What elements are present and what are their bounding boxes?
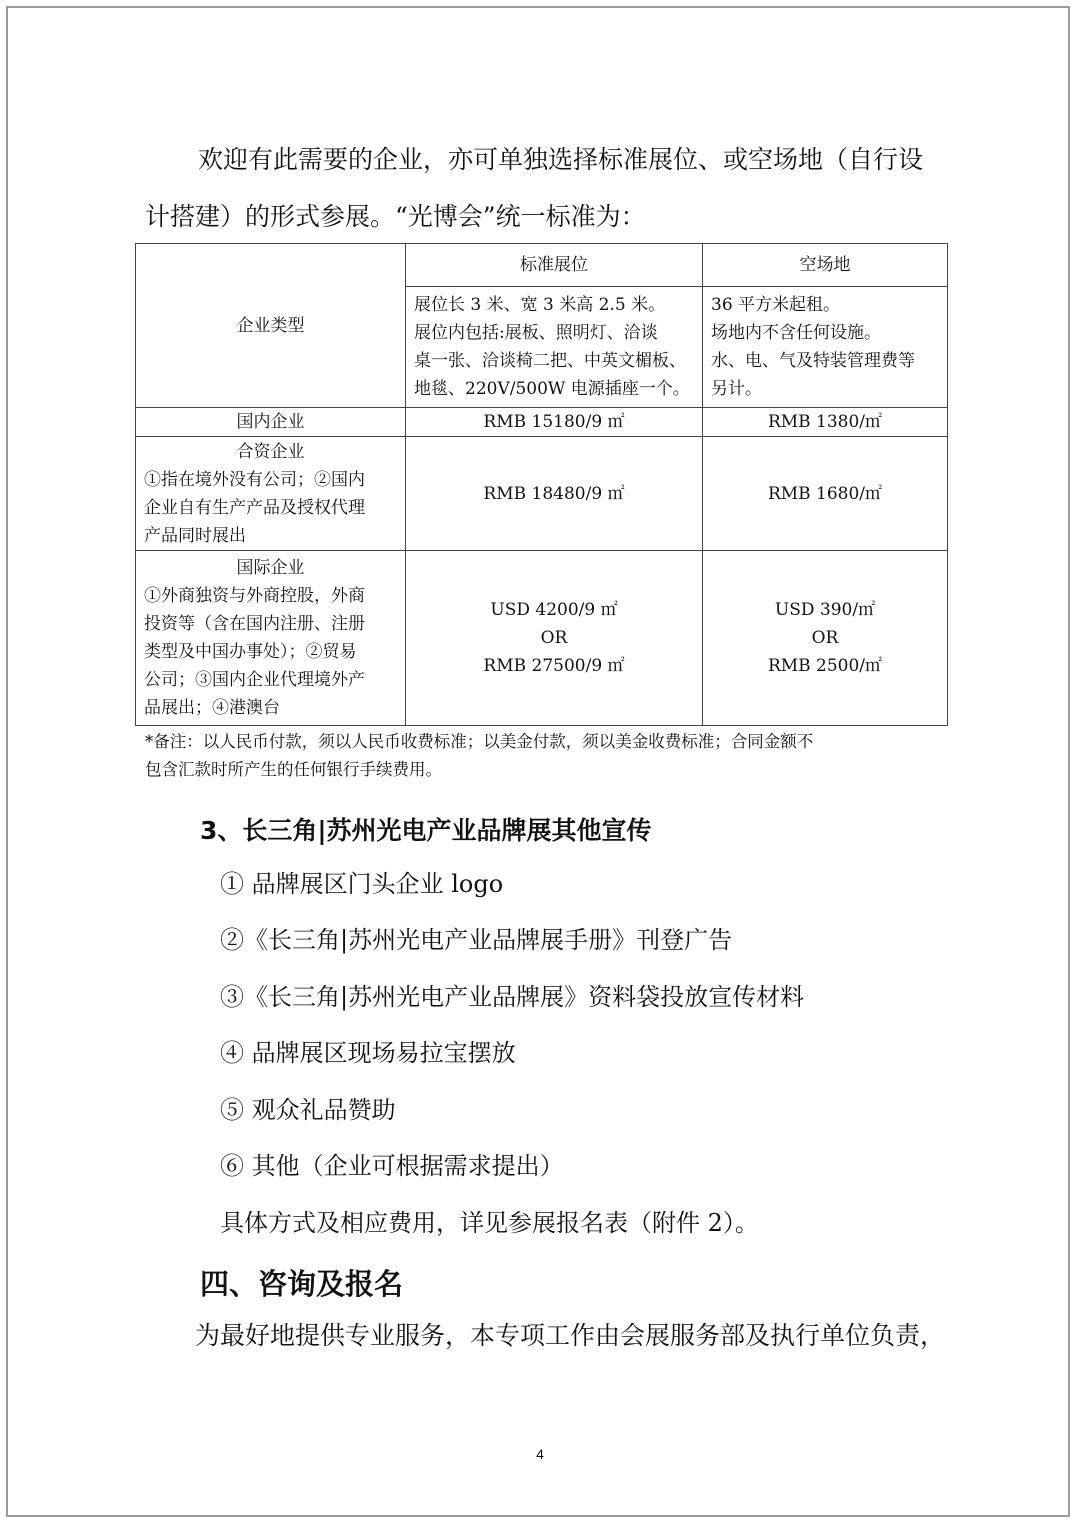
type-line: 公司；③国内企业代理境外产 (144, 670, 365, 690)
space-desc-line: 水、电、气及特装管理费等 (711, 351, 915, 371)
header-type-label: 企业类型 (236, 315, 305, 336)
type-cell (136, 437, 406, 551)
section-4-heading: 四、咨询及报名 (200, 1267, 404, 1301)
type-line: ①指在境外没有公司；②国内 (144, 469, 365, 490)
promo-item: ⑤ 观众礼品赞助 (220, 1096, 396, 1124)
standard-desc-line: 桌一张、洽谈椅二把、中英文楣板、 (414, 351, 686, 371)
table-row-joint-venture (136, 437, 948, 551)
type-line: 产品同时展出 (144, 525, 246, 546)
type-line: 品展出；④港澳台 (144, 698, 280, 718)
type-cell (136, 551, 406, 726)
page-number: 4 (536, 1446, 544, 1462)
fee-table (135, 243, 948, 726)
price-line: USD 4200/9 ㎡ (490, 600, 618, 620)
space-price-cell (703, 408, 948, 437)
space-desc-line: 场地内不含任何设施。 (711, 323, 881, 343)
type-line-title: 合资企业 (236, 441, 305, 462)
price-line: OR (811, 628, 839, 648)
type-cell (136, 408, 406, 437)
type-line: 投资等（含在国内注册、注册 (144, 614, 365, 634)
note-line-2: 包含汇款时所产生的任何银行手续费用。 (145, 760, 442, 779)
table-row-international (136, 551, 948, 726)
type-line: ①外商独资与外商控股，外商 (144, 586, 365, 606)
header-standard-cell (406, 244, 703, 287)
details-note: 具体方式及相应费用，详见参展报名表（附件 2）。 (220, 1209, 759, 1237)
price-line: RMB 1680/㎡ (767, 483, 883, 504)
space-desc-line: 另计。 (711, 379, 762, 399)
header-type-cell (136, 244, 406, 408)
type-line: 类型及中国办事处）；②贸易 (144, 642, 357, 662)
promo-item: ① 品牌展区门头企业 logo (220, 870, 504, 898)
promo-item: ⑥ 其他（企业可根据需求提出） (220, 1152, 564, 1180)
note-line-1: *备注：以人民币付款，须以人民币收费标准；以美金付款，须以美金收费标准；合同金额不 (145, 732, 814, 751)
promo-item: ②《长三角|苏州光电产业品牌展手册》刊登广告 (220, 926, 733, 954)
table-row-domestic (136, 408, 948, 437)
space-desc-cell (703, 287, 948, 408)
header-space-label: 空场地 (799, 255, 851, 275)
section-4-text: 为最好地提供专业服务，本专项工作由会展服务部及执行单位负责， (195, 1321, 946, 1350)
price-line: USD 390/㎡ (774, 600, 876, 620)
price-line: RMB 15180/9 ㎡ (483, 412, 625, 432)
standard-desc-line: 展位长 3 米、宽 3 米高 2.5 米。 (414, 295, 666, 315)
price-line: RMB 18480/9 ㎡ (483, 483, 625, 504)
standard-desc-line: 展位内包括:展板、照明灯、洽谈 (414, 323, 658, 343)
type-line: 企业自有生产产品及授权代理 (144, 497, 365, 518)
space-desc-line: 36 平方米起租。 (711, 295, 841, 315)
price-line: RMB 27500/9 ㎡ (483, 656, 625, 676)
type-line: 国内企业 (236, 412, 305, 432)
promo-item: ③《长三角|苏州光电产业品牌展》资料袋投放宣传材料 (220, 983, 805, 1011)
space-price-cell (703, 437, 948, 551)
standard-desc-line: 地毯、220V/500W 电源插座一个。 (414, 379, 690, 399)
standard-price-cell (406, 408, 703, 437)
fee-table-header-row (136, 244, 948, 287)
section-3-heading: 3、长三角|苏州光电产业品牌展其他宣传 (200, 816, 652, 845)
price-line: RMB 1380/㎡ (767, 412, 883, 432)
header-standard-label: 标准展位 (520, 255, 588, 275)
price-line: RMB 2500/㎡ (767, 656, 883, 676)
promo-item: ④ 品牌展区现场易拉宝摆放 (220, 1039, 516, 1067)
header-space-cell (703, 244, 948, 287)
intro-line-1: 欢迎有此需要的企业，亦可单独选择标准展位、或空场地（自行设 (198, 145, 924, 174)
standard-price-cell (406, 551, 703, 726)
standard-price-cell (406, 437, 703, 551)
standard-desc-cell (406, 287, 703, 408)
space-price-cell (703, 551, 948, 726)
intro-line-2: 计搭建）的形式参展。“光博会”统一标准为： (145, 202, 646, 231)
type-line-title: 国际企业 (236, 558, 305, 578)
price-line: OR (540, 628, 568, 648)
